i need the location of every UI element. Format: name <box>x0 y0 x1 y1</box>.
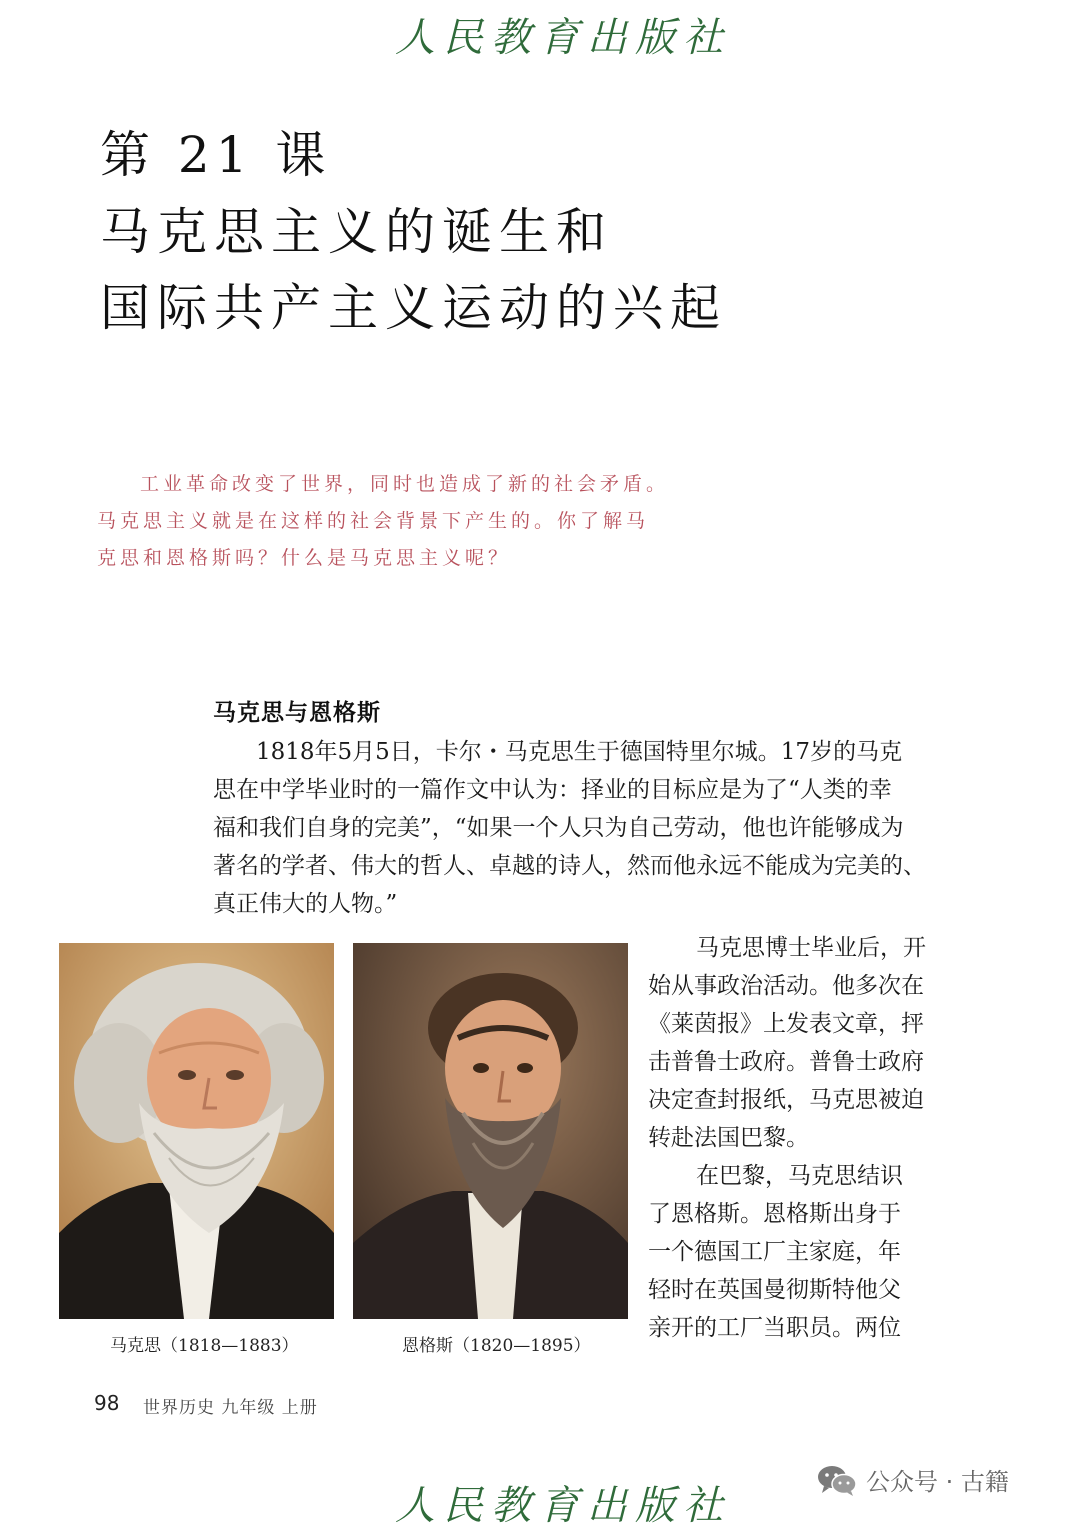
engels-portrait <box>353 943 628 1319</box>
body-line: 击普鲁士政府。普鲁士政府 <box>648 1049 924 1075</box>
engels-caption: 恩格斯（1820—1895） <box>402 1336 591 1356</box>
body-line: 转赴法国巴黎。 <box>648 1125 809 1151</box>
section-heading: 马克思与恩格斯 <box>213 700 381 726</box>
intro-line: 克思和恩格斯吗？什么是马克思主义呢？ <box>97 547 512 569</box>
lesson-title-line-1: 马克思主义的诞生和 <box>100 203 613 261</box>
body-line: 马克思博士毕业后，开 <box>696 935 926 961</box>
body-line: 了恩格斯。恩格斯出身于 <box>648 1201 901 1227</box>
lesson-title-line-2: 国际共产主义运动的兴起 <box>100 279 727 337</box>
wechat-watermark-text: 公众号 · 古籍 <box>866 1468 1009 1496</box>
publisher-logo-top: 人民教育出版社 <box>395 15 731 61</box>
body-line: 决定查封报纸，马克思被迫 <box>648 1087 924 1113</box>
marx-caption: 马克思（1818—1883） <box>110 1336 299 1356</box>
body-line: 始从事政治活动。他多次在 <box>648 973 924 999</box>
body-line: 福和我们自身的完美”，“如果一个人只为自己劳动，他也许能够成为 <box>213 815 904 841</box>
page-number: 98 <box>94 1391 120 1415</box>
body-line: 1818年5月5日，卡尔・马克思生于德国特里尔城。17岁的马克 <box>256 739 903 765</box>
body-line: 《莱茵报》上发表文章，抨 <box>648 1011 924 1037</box>
body-line: 著名的学者、伟大的哲人、卓越的诗人，然而他永远不能成为完美的、 <box>213 853 926 879</box>
book-info: 世界历史 九年级 上册 <box>143 1398 318 1418</box>
body-line: 真正伟大的人物。” <box>213 891 398 917</box>
body-line: 轻时在英国曼彻斯特他父 <box>648 1277 901 1303</box>
intro-line: 马克思主义就是在这样的社会背景下产生的。你了解马 <box>97 510 650 532</box>
publisher-logo-bottom: 人民教育出版社 <box>395 1483 731 1529</box>
body-line: 亲开的工厂当职员。两位 <box>648 1315 901 1341</box>
body-line: 在巴黎，马克思结识 <box>696 1163 903 1189</box>
body-line: 一个德国工厂主家庭，年 <box>648 1239 901 1265</box>
wechat-icon <box>816 1463 858 1497</box>
lesson-number: 第 21 课 <box>100 126 332 184</box>
marx-portrait <box>59 943 334 1319</box>
intro-line: 工业革命改变了世界，同时也造成了新的社会矛盾。 <box>140 473 670 495</box>
body-line: 思在中学毕业时的一篇作文中认为：择业的目标应是为了“人类的幸 <box>213 777 892 803</box>
wechat-watermark <box>816 1462 1009 1497</box>
